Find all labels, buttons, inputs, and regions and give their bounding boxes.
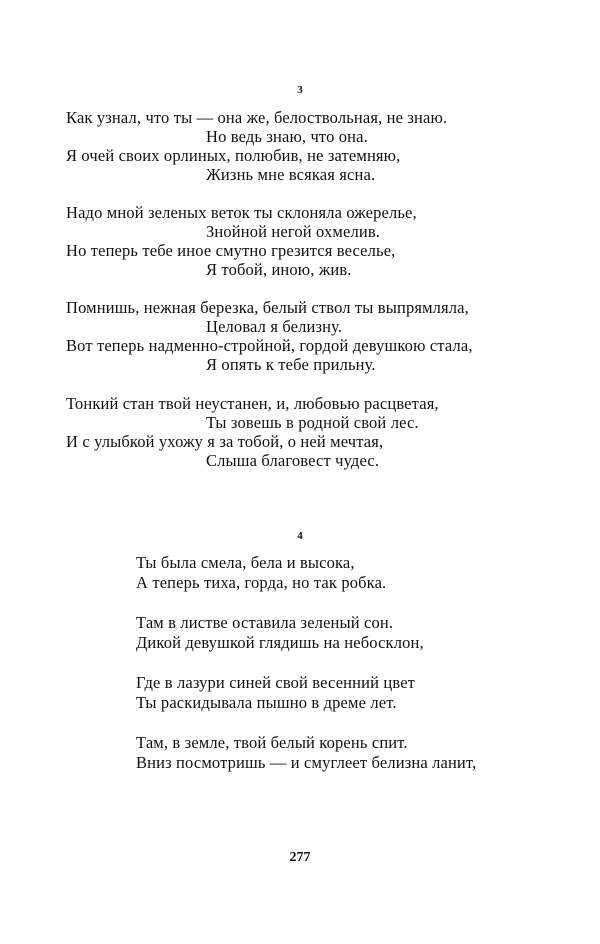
- verse-line: Как узнал, что ты — она же, белоствольная, не знаю.: [66, 108, 448, 127]
- stanza: [136, 733, 476, 772]
- stanza: [66, 108, 447, 184]
- verse-line-indented: Знойной негой охмелив.: [206, 222, 381, 241]
- verse-line: Где в лазури синей свой весенний цвет: [136, 673, 416, 692]
- stanza: [136, 613, 424, 652]
- stanza: [136, 553, 386, 592]
- stanza: [136, 673, 415, 712]
- verse-line: Там, в земле, твой белый корень спит.: [136, 733, 408, 752]
- verse-line: Тонкий стан твой неустанен, и, любовью расцветая,: [66, 394, 439, 413]
- verse-line: Ты раскидывала пышно в дреме лет.: [136, 692, 397, 712]
- verse-line-indented: Жизнь мне всякая ясна.: [206, 165, 376, 184]
- section-number: 3: [297, 84, 303, 96]
- verse-line: Ты была смела, бела и высока,: [136, 553, 355, 572]
- verse-line: Помнишь, нежная березка, белый ствол ты выпрямляла,: [66, 298, 469, 317]
- verse-line-indented: Я опять к тебе прильну.: [206, 355, 376, 374]
- verse-line: Я очей своих орлиных, полюбив, не затемняю,: [66, 146, 401, 165]
- stanza: [66, 394, 439, 470]
- verse-line-indented: Слыша благовест чудес.: [206, 451, 380, 470]
- verse-line-indented: Я тобой, иною, жив.: [206, 260, 352, 279]
- verse-line: Там в листве оставила зеленый сон.: [136, 613, 394, 632]
- verse-line: Но теперь тебе иное смутно грезится веселье,: [66, 241, 396, 260]
- page-number: 277: [289, 850, 311, 865]
- verse-line-indented: Но ведь знаю, что она.: [206, 127, 368, 146]
- verse-line: И с улыбкой ухожу я за тобой, о ней мечтая,: [66, 432, 384, 451]
- stanza: [66, 298, 473, 374]
- stanza: [66, 203, 417, 279]
- verse-line-indented: Ты зовешь в родной свой лес.: [206, 413, 419, 432]
- section-number: 4: [297, 530, 303, 542]
- verse-line: Вот теперь надменно-стройной, гордой девушкою стала,: [66, 336, 473, 355]
- verse-line: Надо мной зеленых веток ты склоняла ожерелье,: [66, 203, 417, 222]
- verse-line: Вниз посмотришь — и смуглеет белизна ланит,: [136, 752, 477, 772]
- verse-line-indented: Целовал я белизну.: [206, 317, 343, 336]
- verse-line: Дикой девушкой глядишь на небосклон,: [136, 632, 424, 652]
- verse-line: А теперь тиха, горда, но так робка.: [136, 572, 387, 592]
